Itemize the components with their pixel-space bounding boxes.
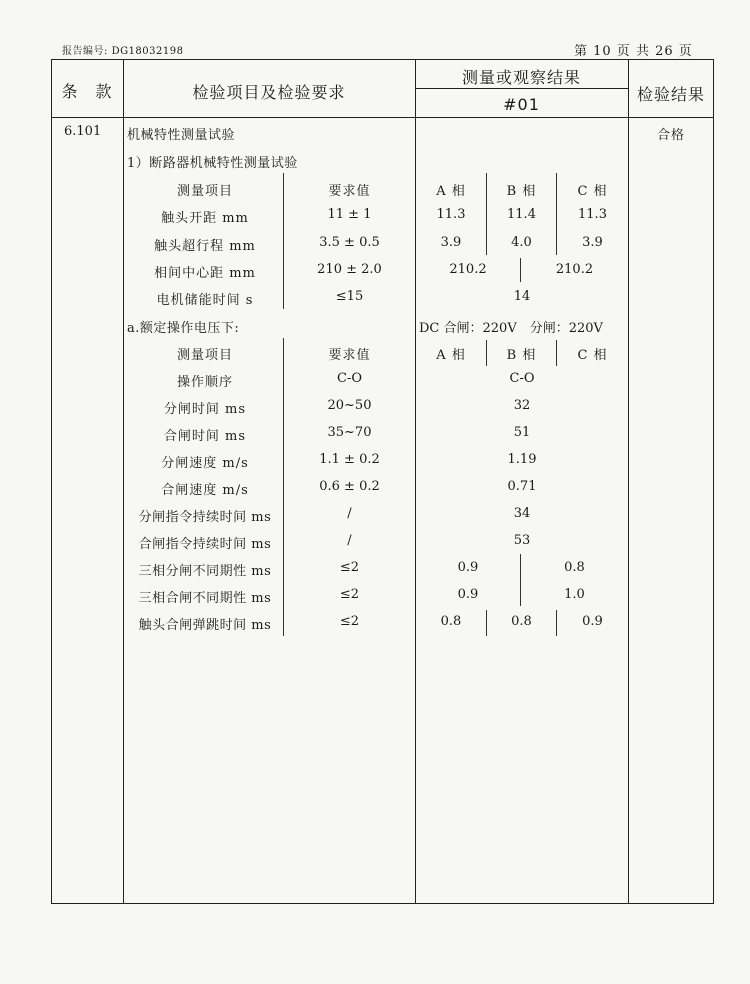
op-col-a: A 相 [436,348,466,363]
table-row-b: 0.8 [511,614,532,629]
section-title: 机械特性测量试验 [127,128,236,143]
table-row-bc: 0.8 [564,560,585,575]
table-row-c: 0.9 [582,614,603,629]
op-col-c: C 相 [577,348,608,363]
table-row-req: 3.5 ± 0.5 [319,235,380,250]
table-row-item: 合闸时间 ms [163,429,247,444]
table-row-req: / [347,506,352,521]
table-row-all: 53 [513,533,531,548]
table-row-b: 4.0 [511,235,532,250]
table-row-req: 35~70 [327,425,372,440]
table-row-req: / [347,533,352,548]
result-value: 合格 [656,128,685,143]
table-row-item: 分闸时间 ms [163,402,247,417]
table-row-item: 合闸速度 m/s [161,483,249,498]
table-row-req: ≤2 [339,614,360,629]
table-row-all: 34 [513,506,531,521]
table-row-item: 触头合闸弹跳时间 ms [138,618,272,633]
table-row-req: ≤15 [335,289,364,304]
table-row-a: 0.8 [440,614,462,629]
table-row-req: 11 ± 1 [327,207,372,222]
table-row-req: 210 ± 2.0 [317,262,382,277]
breaker-col-a: A 相 [436,184,466,199]
breaker-col-b: B 相 [506,184,537,199]
col-divider-result [628,59,629,904]
table-row-bc: 210.2 [555,262,594,277]
table-row-req: C-O [337,371,362,386]
table-row-all: 32 [513,398,531,413]
clause-number: 6.101 [64,124,102,139]
table-row-b: 11.4 [507,207,536,222]
table-row-item: 电机储能时间 s [156,293,254,308]
table-row-ab: 210.2 [449,262,487,277]
breaker-col-item: 测量项目 [176,184,233,199]
table-row-req: ≤2 [339,560,360,575]
subsection-title: 1）断路器机械特性测量试验 [127,156,298,171]
op-col-item: 测量项目 [176,348,233,363]
report-number-value: DG18032198 [111,46,184,57]
table-row-all: 14 [513,289,531,304]
header-clause: 条 款 [61,82,113,101]
table-row-req: ≤2 [339,587,360,602]
table-row-req: 20~50 [327,398,372,413]
table-row-item: 分闸指令持续时间 ms [138,510,272,525]
op-col-b: B 相 [506,348,537,363]
header-item: 检验项目及检验要求 [192,83,346,102]
report-number-label: 报告编号: [62,46,108,57]
table-row-item: 相间中心距 mm [154,266,256,281]
table-row-c: 11.3 [578,207,607,222]
header-result: 检验结果 [636,85,705,104]
table-row-item: 三相分闸不同期性 ms [138,564,272,579]
table-row-ab: 0.9 [457,560,479,575]
table-row-item: 合闸指令持续时间 ms [138,537,272,552]
header-measure: 测量或观察结果 [461,68,581,87]
table-row-a: 11.3 [436,207,466,222]
op-col-req: 要求值 [328,348,371,363]
measure-sub-rule [415,88,628,89]
table-row-req: 1.1 ± 0.2 [319,452,380,467]
page-info: 第 10 页 共 26 页 [574,44,693,59]
header-bottom-rule [51,117,714,118]
table-row-item: 操作顺序 [176,375,233,390]
table-row-all: 51 [513,425,531,440]
table-row-bc: 1.0 [564,587,585,602]
table-row-item: 三相合闸不同期性 ms [138,591,272,606]
table-row-c: 3.9 [582,235,603,250]
table-row-item: 触头超行程 mm [154,239,256,254]
table-row-req: 0.6 ± 0.2 [319,479,380,494]
table-row-all: 0.71 [507,479,537,494]
header-measure-sub: #01 [503,95,540,114]
table-row-item: 触头开距 mm [161,211,249,226]
voltage-label: a.额定操作电压下: [127,321,240,336]
breaker-col-req: 要求值 [328,184,371,199]
table-row-ab: 0.9 [457,587,479,602]
report-number [62,42,183,57]
table-row-all: 1.19 [507,452,537,467]
table-row-item: 分闸速度 m/s [161,456,249,471]
table-row-all: C-O [509,371,535,386]
table-row-a: 3.9 [440,235,462,250]
col-divider-clause [123,59,124,904]
breaker-col-c: C 相 [577,184,608,199]
voltage-value: DC 合闸：220V 分闸：220V [419,321,603,336]
